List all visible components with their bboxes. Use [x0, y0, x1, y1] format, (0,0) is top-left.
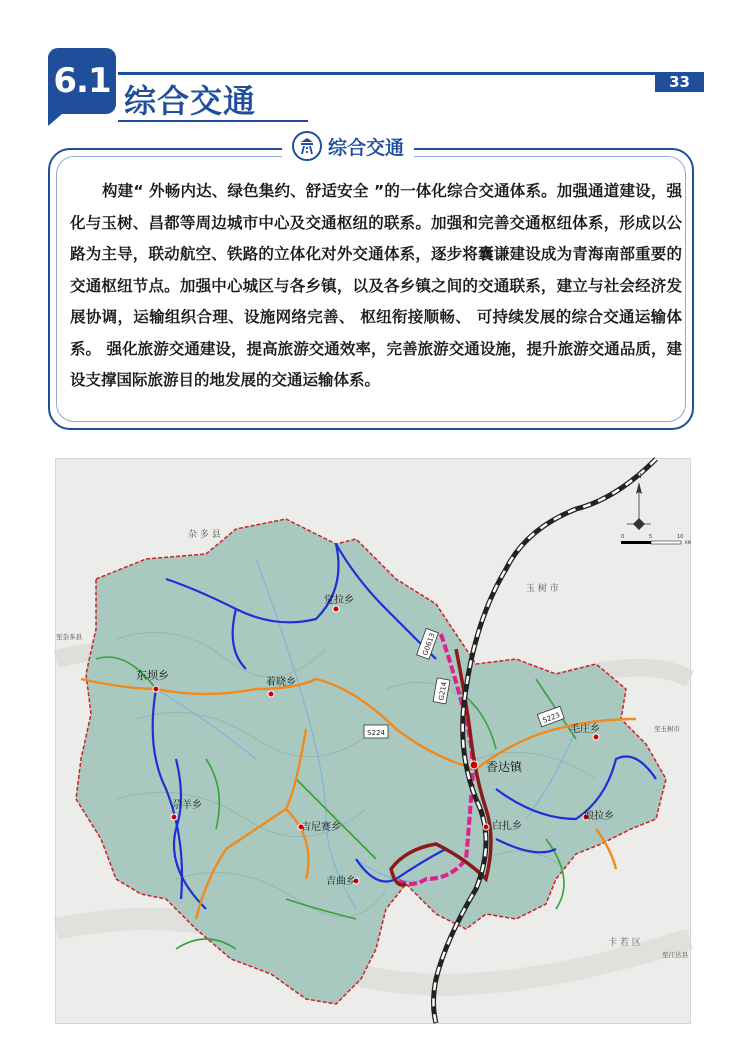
svg-text:吉尼赛乡: 吉尼赛乡 — [301, 822, 341, 833]
region-label-karuo: 卡 若 区 — [608, 938, 641, 948]
svg-text:5: 5 — [649, 534, 653, 540]
road-label-s224 — [364, 725, 388, 738]
svg-text:G214: G214 — [437, 681, 449, 702]
road-icon — [292, 131, 322, 161]
svg-text:吉曲乡: 吉曲乡 — [326, 876, 356, 887]
transport-map — [55, 458, 691, 1024]
body-paragraph: 构建“ 外畅内达、绿色集约、舒适安全 ”的一体化综合交通体系。加强通道建设，强化与玉树、昌都等周边城市中心及交通枢纽的联系。加强和完善交通枢纽体系，形成以公路为主导，联动航空、铁路的立体化对外交通体系，逐步将囊谦建设成为青海南部重要的交通枢纽节点。加强中心城区与各乡镇，以及各乡镇之间的交通联系，建立与社会经济发展协调，运输组织合理、设施网络完善、 枢纽衔接顺畅、 可持续发展的综合交通运输体系。 强化旅游交通建设，提高旅游交通效率，完善旅游交通设施，提升旅游交通品质，建设支撑国际旅游目的地发展的交通运输体系。 — [70, 182, 682, 389]
region-label-zhiza: 至杂多县 — [56, 633, 82, 641]
svg-text:10: 10 — [677, 534, 684, 540]
svg-text:白扎乡: 白扎乡 — [492, 821, 522, 832]
section-title: 综合交通 — [124, 82, 257, 120]
page-number: 33 — [655, 72, 704, 92]
town-jiqu — [326, 874, 359, 887]
section-number-badge: 6.1 — [48, 48, 116, 114]
svg-text:香达镇: 香达镇 — [486, 760, 523, 774]
header-rule-bottom — [118, 120, 308, 122]
box-title: 综合交通 — [328, 136, 405, 159]
svg-text:着晓乡: 着晓乡 — [266, 677, 296, 688]
svg-text:S223: S223 — [541, 711, 562, 725]
svg-text:0: 0 — [621, 534, 625, 540]
town-niangla — [583, 809, 614, 822]
box-header — [282, 128, 414, 164]
region-label-yushu: 玉 树 市 — [526, 584, 559, 594]
svg-text:G0613: G0613 — [421, 632, 437, 657]
town-jinisai — [298, 820, 341, 833]
svg-text:S224: S224 — [367, 729, 385, 737]
svg-text:KM: KM — [685, 540, 692, 545]
svg-text:N: N — [636, 472, 642, 480]
svg-text:毛庄乡: 毛庄乡 — [570, 724, 600, 735]
region-label-zhi-yushu: 至玉树市 — [654, 725, 680, 733]
svg-text:尕羊乡: 尕羊乡 — [172, 800, 202, 811]
svg-text:东坝乡: 东坝乡 — [136, 669, 169, 682]
svg-text:觉拉乡: 觉拉乡 — [324, 595, 354, 606]
region-label-zaduo: 杂 多 县 — [188, 530, 221, 540]
svg-text:娘拉乡: 娘拉乡 — [584, 811, 614, 822]
header-rule-top — [118, 72, 704, 75]
region-label-zhi-jiangda: 至江达县 — [662, 951, 688, 959]
